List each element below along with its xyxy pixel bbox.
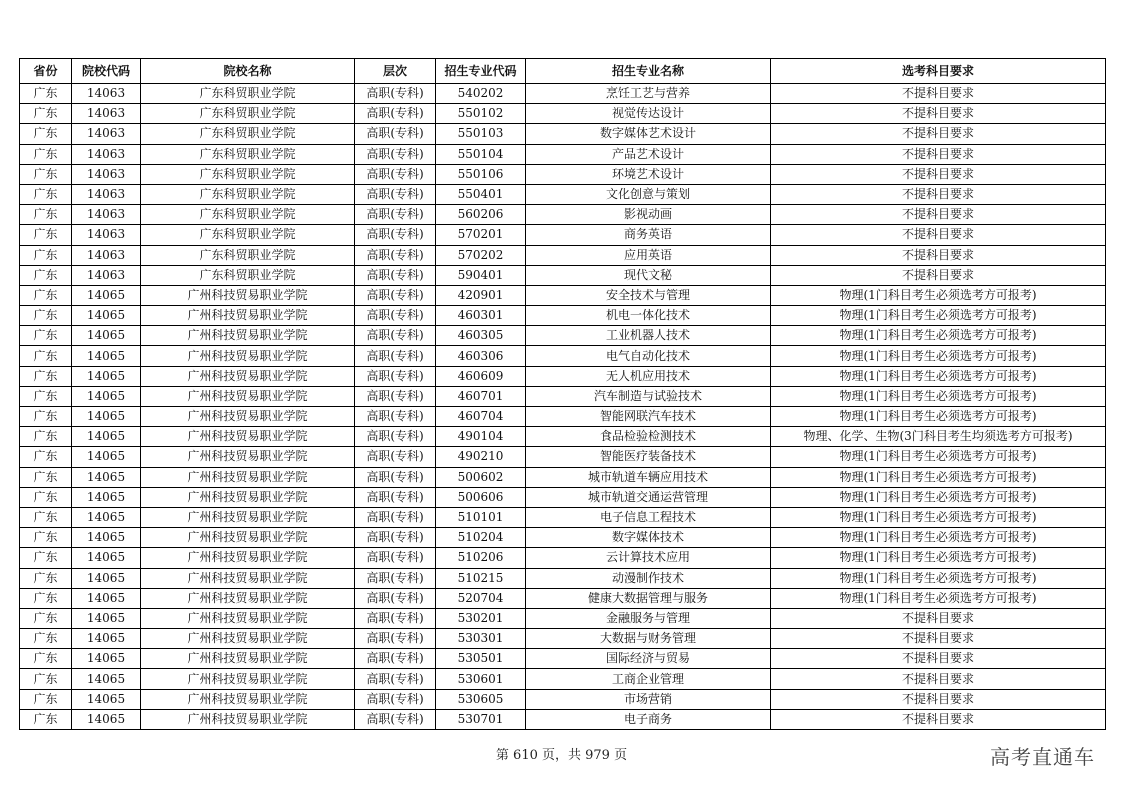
cell-level: 高职(专科) [355,689,436,709]
cell-major-name: 金融服务与管理 [526,608,771,628]
cell-subject-req: 物理(1门科目考生必须选考方可报考) [771,548,1106,568]
cell-level: 高职(专科) [355,447,436,467]
table-row [20,427,1106,447]
cell-major-code: 460701 [436,386,526,406]
cell-province: 广东 [20,487,72,507]
cell-major-code: 550104 [436,144,526,164]
table-body [20,84,1106,730]
cell-major-code: 460301 [436,306,526,326]
cell-level: 高职(专科) [355,245,436,265]
cell-province: 广东 [20,184,72,204]
table-row [20,649,1106,669]
cell-level: 高职(专科) [355,487,436,507]
cell-major-code: 570201 [436,225,526,245]
cell-school-name: 广东科贸职业学院 [141,205,355,225]
cell-school-name: 广州科技贸易职业学院 [141,588,355,608]
cell-school-name: 广州科技贸易职业学院 [141,568,355,588]
cell-subject-req: 不提科目要求 [771,144,1106,164]
cell-school-name: 广东科贸职业学院 [141,184,355,204]
cell-school-code: 14065 [72,629,141,649]
cell-school-code: 14065 [72,669,141,689]
cell-major-name: 应用英语 [526,245,771,265]
cell-subject-req: 不提科目要求 [771,225,1106,245]
cell-major-code: 510215 [436,568,526,588]
col-header-school-name: 院校名称 [141,59,355,84]
cell-school-code: 14065 [72,427,141,447]
cell-school-name: 广东科贸职业学院 [141,84,355,104]
cell-province: 广东 [20,588,72,608]
cell-school-code: 14063 [72,84,141,104]
table-row [20,84,1106,104]
cell-school-code: 14065 [72,608,141,628]
cell-subject-req: 不提科目要求 [771,689,1106,709]
cell-school-name: 广东科贸职业学院 [141,104,355,124]
cell-major-code: 550103 [436,124,526,144]
cell-major-name: 现代文秘 [526,265,771,285]
cell-major-code: 520704 [436,588,526,608]
cell-school-name: 广州科技贸易职业学院 [141,669,355,689]
cell-major-name: 视觉传达设计 [526,104,771,124]
cell-subject-req: 物理(1门科目考生必须选考方可报考) [771,285,1106,305]
cell-school-code: 14063 [72,265,141,285]
cell-major-code: 530301 [436,629,526,649]
cell-school-code: 14065 [72,487,141,507]
cell-subject-req: 不提科目要求 [771,629,1106,649]
col-header-major-name: 招生专业名称 [526,59,771,84]
cell-major-code: 420901 [436,285,526,305]
cell-level: 高职(专科) [355,528,436,548]
cell-school-code: 14065 [72,447,141,467]
table-row [20,184,1106,204]
cell-major-name: 环境艺术设计 [526,164,771,184]
table-row [20,709,1106,729]
cell-school-name: 广州科技贸易职业学院 [141,366,355,386]
cell-school-name: 广东科贸职业学院 [141,164,355,184]
cell-subject-req: 物理、化学、生物(3门科目考生均须选考方可报考) [771,427,1106,447]
cell-province: 广东 [20,689,72,709]
cell-province: 广东 [20,608,72,628]
cell-major-code: 460306 [436,346,526,366]
table-row [20,124,1106,144]
cell-level: 高职(专科) [355,669,436,689]
table-row [20,447,1106,467]
cell-school-name: 广州科技贸易职业学院 [141,507,355,527]
table-row [20,689,1106,709]
cell-province: 广东 [20,709,72,729]
cell-school-code: 14063 [72,245,141,265]
cell-major-code: 550102 [436,104,526,124]
cell-school-code: 14065 [72,709,141,729]
cell-province: 广东 [20,407,72,427]
cell-school-name: 广州科技贸易职业学院 [141,306,355,326]
cell-major-code: 530601 [436,669,526,689]
cell-level: 高职(专科) [355,326,436,346]
cell-major-code: 500602 [436,467,526,487]
cell-school-code: 14065 [72,467,141,487]
cell-level: 高职(专科) [355,649,436,669]
cell-subject-req: 物理(1门科目考生必须选考方可报考) [771,407,1106,427]
cell-major-code: 510206 [436,548,526,568]
cell-school-name: 广州科技贸易职业学院 [141,467,355,487]
cell-major-code: 500606 [436,487,526,507]
table-row [20,245,1106,265]
cell-province: 广东 [20,285,72,305]
cell-province: 广东 [20,245,72,265]
cell-major-code: 490210 [436,447,526,467]
cell-school-name: 广州科技贸易职业学院 [141,548,355,568]
cell-school-name: 广州科技贸易职业学院 [141,346,355,366]
cell-school-code: 14065 [72,548,141,568]
cell-school-code: 14065 [72,346,141,366]
cell-major-name: 机电一体化技术 [526,306,771,326]
table-row [20,265,1106,285]
cell-level: 高职(专科) [355,427,436,447]
cell-level: 高职(专科) [355,467,436,487]
watermark-logo: 高考直通车 [990,745,1095,769]
col-header-subject-req: 选考科目要求 [771,59,1106,84]
cell-school-code: 14063 [72,205,141,225]
cell-province: 广东 [20,366,72,386]
admissions-table [19,58,1106,730]
cell-major-name: 文化创意与策划 [526,184,771,204]
table-row [20,225,1106,245]
cell-school-code: 14065 [72,649,141,669]
cell-level: 高职(专科) [355,629,436,649]
cell-major-code: 460305 [436,326,526,346]
table-row [20,507,1106,527]
cell-level: 高职(专科) [355,407,436,427]
cell-major-name: 健康大数据管理与服务 [526,588,771,608]
table-row [20,346,1106,366]
cell-subject-req: 物理(1门科目考生必须选考方可报考) [771,366,1106,386]
cell-province: 广东 [20,568,72,588]
table-row [20,588,1106,608]
cell-level: 高职(专科) [355,225,436,245]
cell-subject-req: 不提科目要求 [771,669,1106,689]
cell-level: 高职(专科) [355,588,436,608]
cell-subject-req: 不提科目要求 [771,265,1106,285]
cell-major-name: 工业机器人技术 [526,326,771,346]
cell-province: 广东 [20,326,72,346]
table-row [20,306,1106,326]
cell-level: 高职(专科) [355,184,436,204]
cell-province: 广东 [20,104,72,124]
cell-province: 广东 [20,528,72,548]
cell-level: 高职(专科) [355,104,436,124]
cell-major-code: 460704 [436,407,526,427]
cell-level: 高职(专科) [355,84,436,104]
cell-major-code: 560206 [436,205,526,225]
table-row [20,608,1106,628]
cell-province: 广东 [20,649,72,669]
cell-major-name: 工商企业管理 [526,669,771,689]
table-row [20,104,1106,124]
cell-province: 广东 [20,164,72,184]
cell-level: 高职(专科) [355,386,436,406]
cell-school-code: 14065 [72,326,141,346]
cell-school-code: 14063 [72,104,141,124]
table-row [20,568,1106,588]
cell-subject-req: 不提科目要求 [771,164,1106,184]
cell-subject-req: 物理(1门科目考生必须选考方可报考) [771,326,1106,346]
cell-major-code: 510204 [436,528,526,548]
cell-school-name: 广州科技贸易职业学院 [141,649,355,669]
cell-subject-req: 物理(1门科目考生必须选考方可报考) [771,507,1106,527]
cell-province: 广东 [20,629,72,649]
cell-school-code: 14063 [72,184,141,204]
cell-major-name: 影视动画 [526,205,771,225]
cell-level: 高职(专科) [355,548,436,568]
cell-major-code: 530701 [436,709,526,729]
cell-major-code: 540202 [436,84,526,104]
cell-subject-req: 不提科目要求 [771,205,1106,225]
cell-school-name: 广州科技贸易职业学院 [141,629,355,649]
cell-province: 广东 [20,205,72,225]
cell-major-name: 云计算技术应用 [526,548,771,568]
cell-major-name: 智能医疗装备技术 [526,447,771,467]
cell-major-code: 530605 [436,689,526,709]
table-row [20,366,1106,386]
cell-province: 广东 [20,467,72,487]
cell-school-code: 14063 [72,144,141,164]
cell-level: 高职(专科) [355,306,436,326]
table-row [20,669,1106,689]
cell-major-name: 食品检验检测技术 [526,427,771,447]
cell-subject-req: 不提科目要求 [771,245,1106,265]
cell-school-code: 14065 [72,366,141,386]
cell-major-name: 城市轨道车辆应用技术 [526,467,771,487]
cell-province: 广东 [20,306,72,326]
cell-subject-req: 物理(1门科目考生必须选考方可报考) [771,386,1106,406]
cell-level: 高职(专科) [355,608,436,628]
cell-subject-req: 不提科目要求 [771,709,1106,729]
cell-level: 高职(专科) [355,709,436,729]
cell-major-name: 城市轨道交通运营管理 [526,487,771,507]
cell-school-code: 14065 [72,386,141,406]
cell-school-code: 14065 [72,306,141,326]
cell-province: 广东 [20,225,72,245]
cell-subject-req: 不提科目要求 [771,124,1106,144]
cell-level: 高职(专科) [355,205,436,225]
cell-major-code: 490104 [436,427,526,447]
cell-school-name: 广州科技贸易职业学院 [141,528,355,548]
cell-province: 广东 [20,507,72,527]
cell-major-name: 烹饪工艺与营养 [526,84,771,104]
cell-major-name: 数字媒体艺术设计 [526,124,771,144]
cell-school-code: 14065 [72,285,141,305]
cell-level: 高职(专科) [355,568,436,588]
cell-major-name: 电气自动化技术 [526,346,771,366]
col-header-level: 层次 [355,59,436,84]
cell-level: 高职(专科) [355,507,436,527]
cell-school-code: 14063 [72,225,141,245]
cell-major-code: 550401 [436,184,526,204]
cell-major-code: 590401 [436,265,526,285]
cell-subject-req: 不提科目要求 [771,84,1106,104]
table-row [20,467,1106,487]
cell-major-code: 530501 [436,649,526,669]
col-header-major-code: 招生专业代码 [436,59,526,84]
table-row [20,326,1106,346]
cell-level: 高职(专科) [355,366,436,386]
cell-province: 广东 [20,84,72,104]
cell-subject-req: 物理(1门科目考生必须选考方可报考) [771,568,1106,588]
cell-subject-req: 物理(1门科目考生必须选考方可报考) [771,588,1106,608]
table-row [20,205,1106,225]
cell-subject-req: 物理(1门科目考生必须选考方可报考) [771,487,1106,507]
cell-major-name: 电子商务 [526,709,771,729]
cell-level: 高职(专科) [355,285,436,305]
cell-province: 广东 [20,548,72,568]
cell-school-name: 广州科技贸易职业学院 [141,689,355,709]
cell-major-name: 汽车制造与试验技术 [526,386,771,406]
cell-level: 高职(专科) [355,346,436,366]
cell-major-name: 无人机应用技术 [526,366,771,386]
table-row [20,487,1106,507]
cell-school-name: 广州科技贸易职业学院 [141,447,355,467]
cell-school-name: 广东科贸职业学院 [141,225,355,245]
cell-level: 高职(专科) [355,124,436,144]
cell-school-code: 14063 [72,124,141,144]
cell-subject-req: 物理(1门科目考生必须选考方可报考) [771,528,1106,548]
table-row [20,528,1106,548]
cell-school-code: 14063 [72,164,141,184]
cell-school-code: 14065 [72,507,141,527]
cell-major-code: 570202 [436,245,526,265]
header-row [20,59,1106,84]
col-header-province: 省份 [20,59,72,84]
cell-major-name: 国际经济与贸易 [526,649,771,669]
cell-subject-req: 不提科目要求 [771,649,1106,669]
cell-major-name: 智能网联汽车技术 [526,407,771,427]
cell-school-name: 广东科贸职业学院 [141,124,355,144]
cell-school-code: 14065 [72,689,141,709]
cell-school-code: 14065 [72,588,141,608]
cell-level: 高职(专科) [355,265,436,285]
cell-province: 广东 [20,447,72,467]
cell-province: 广东 [20,386,72,406]
cell-subject-req: 不提科目要求 [771,104,1106,124]
cell-major-code: 550106 [436,164,526,184]
cell-subject-req: 物理(1门科目考生必须选考方可报考) [771,346,1106,366]
cell-province: 广东 [20,427,72,447]
cell-school-code: 14065 [72,528,141,548]
cell-major-name: 产品艺术设计 [526,144,771,164]
table-row [20,144,1106,164]
cell-school-code: 14065 [72,568,141,588]
cell-school-name: 广州科技贸易职业学院 [141,285,355,305]
table-row [20,164,1106,184]
cell-school-name: 广东科贸职业学院 [141,245,355,265]
cell-major-name: 市场营销 [526,689,771,709]
cell-province: 广东 [20,265,72,285]
cell-major-name: 数字媒体技术 [526,528,771,548]
cell-major-name: 动漫制作技术 [526,568,771,588]
cell-level: 高职(专科) [355,144,436,164]
cell-subject-req: 物理(1门科目考生必须选考方可报考) [771,306,1106,326]
cell-subject-req: 不提科目要求 [771,184,1106,204]
cell-subject-req: 物理(1门科目考生必须选考方可报考) [771,467,1106,487]
page-number: 第 610 页，共 979 页 [495,748,628,763]
cell-school-name: 广州科技贸易职业学院 [141,487,355,507]
table-row [20,386,1106,406]
cell-school-name: 广州科技贸易职业学院 [141,407,355,427]
cell-province: 广东 [20,144,72,164]
table-row [20,629,1106,649]
table-row [20,285,1106,305]
cell-school-name: 广东科贸职业学院 [141,265,355,285]
cell-province: 广东 [20,669,72,689]
cell-major-name: 大数据与财务管理 [526,629,771,649]
cell-subject-req: 不提科目要求 [771,608,1106,628]
table-row [20,548,1106,568]
cell-school-code: 14065 [72,407,141,427]
cell-school-name: 广州科技贸易职业学院 [141,709,355,729]
cell-province: 广东 [20,346,72,366]
col-header-school-code: 院校代码 [72,59,141,84]
cell-level: 高职(专科) [355,164,436,184]
cell-major-code: 530201 [436,608,526,628]
cell-school-name: 广东科贸职业学院 [141,144,355,164]
cell-major-code: 460609 [436,366,526,386]
cell-major-name: 商务英语 [526,225,771,245]
cell-province: 广东 [20,124,72,144]
cell-major-code: 510101 [436,507,526,527]
cell-school-name: 广州科技贸易职业学院 [141,608,355,628]
table-row [20,407,1106,427]
cell-school-name: 广州科技贸易职业学院 [141,427,355,447]
cell-major-name: 安全技术与管理 [526,285,771,305]
cell-school-name: 广州科技贸易职业学院 [141,386,355,406]
cell-major-name: 电子信息工程技术 [526,507,771,527]
cell-subject-req: 物理(1门科目考生必须选考方可报考) [771,447,1106,467]
cell-school-name: 广州科技贸易职业学院 [141,326,355,346]
